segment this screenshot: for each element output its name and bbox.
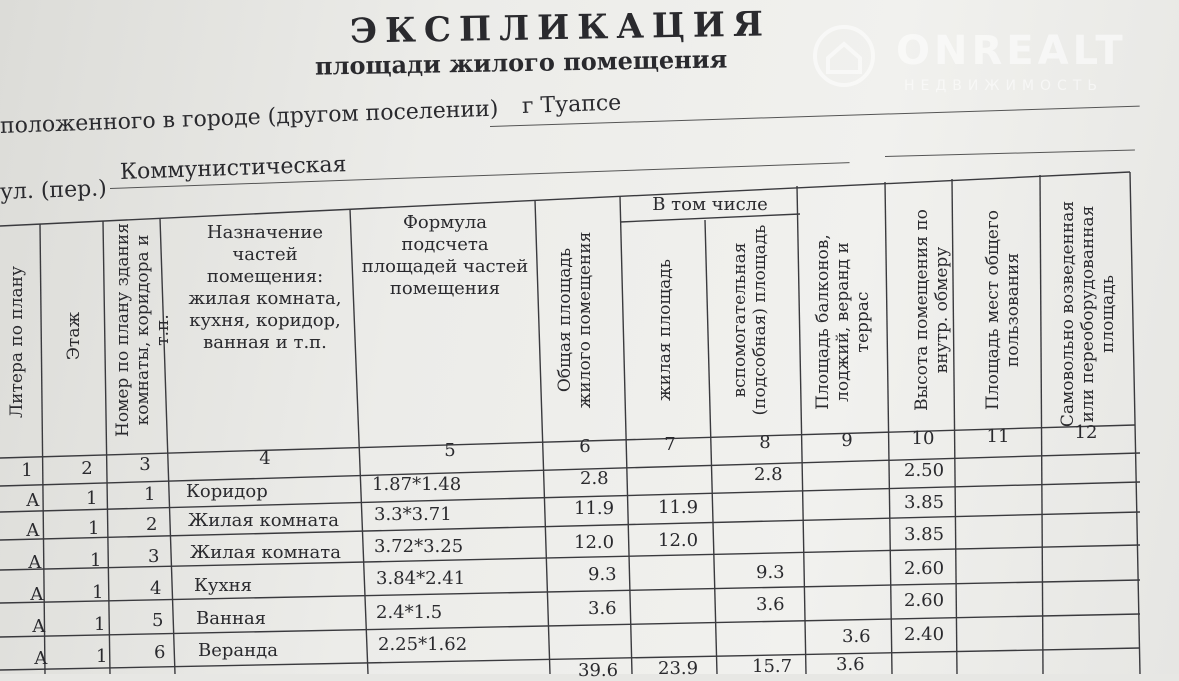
- cell-formula: 3.84*2.41: [376, 568, 466, 589]
- column-number: 8: [759, 432, 771, 453]
- cell-balcony-area: 3.6: [842, 626, 871, 647]
- location-label: положенного в городе (другом поселении): [0, 96, 499, 139]
- cell-floor: 1: [96, 646, 108, 667]
- document-subtitle: площади жилого помещения: [314, 44, 728, 81]
- header-common-area: Площадь мест общего пользования: [983, 210, 1023, 411]
- header-including: В том числе: [652, 194, 768, 215]
- cell-room-name: Кухня: [194, 575, 253, 596]
- cell-room-number: 5: [152, 610, 164, 631]
- cell-height: 3.85: [904, 492, 945, 513]
- column-number: 9: [841, 430, 853, 451]
- cell-room-name: Веранда: [198, 640, 278, 661]
- document-title: ЭКСПЛИКАЦИЯ: [349, 4, 772, 52]
- cell-room-name: Жилая комната: [190, 542, 341, 563]
- cell-floor: 1: [94, 614, 106, 635]
- cell-total-area: 11.9: [574, 498, 615, 519]
- column-number: 3: [139, 454, 151, 475]
- cell-room-name: Жилая комната: [188, 510, 339, 531]
- cell-formula: 3.72*3.25: [374, 536, 464, 557]
- cell-formula: 2.4*1.5: [376, 602, 443, 623]
- watermark-tagline: НЕДВИЖИМОСТЬ: [904, 78, 1103, 94]
- watermark-brand: ONREALT: [896, 28, 1127, 74]
- header-formula: Формула подсчета площадей частей помещения: [361, 212, 529, 299]
- street-label: ул. (пер.): [0, 176, 108, 205]
- cell-litera: А: [34, 648, 48, 669]
- cell-litera: А: [26, 520, 40, 541]
- balcony-area-sum: 3.6: [836, 654, 865, 675]
- cell-room-number: 4: [150, 578, 162, 599]
- header-balcony-area: Площадь балконов, лоджий, веранд и террас: [813, 234, 873, 410]
- cell-formula: 2.25*1.62: [378, 634, 468, 655]
- column-number: 12: [1074, 422, 1098, 443]
- cell-living-area: 12.0: [658, 530, 699, 551]
- cell-height: 2.60: [904, 558, 945, 579]
- header-litera: Литера по плану: [7, 266, 27, 418]
- header-floor: Этаж: [64, 311, 84, 361]
- cell-litera: А: [26, 490, 40, 511]
- cell-floor: 1: [86, 488, 98, 509]
- cell-formula: 1.87*1.48: [372, 474, 462, 495]
- street-value: Коммунистическая: [119, 152, 347, 185]
- cell-total-area: 9.3: [588, 564, 617, 585]
- location-value: г Туапсе: [521, 90, 622, 119]
- cell-total-area: 3.6: [588, 598, 617, 619]
- column-number: 1: [21, 460, 33, 481]
- total-area-sum: 39.6: [578, 660, 619, 681]
- cell-room-name: Ванная: [196, 608, 267, 629]
- header-purpose: Назначение частей помещения: жилая комната, кухня, коридор, ванная и т.п.: [188, 222, 342, 353]
- header-aux-area: вспомогательная (подсобная) площадь: [730, 224, 770, 416]
- header-height: Высота помещения по внутр. обмеру: [912, 209, 952, 411]
- cell-room-number: 2: [146, 514, 158, 535]
- column-number: 11: [986, 426, 1010, 447]
- cell-litera: А: [28, 552, 42, 573]
- column-number: 2: [81, 458, 93, 479]
- cell-floor: 1: [90, 550, 102, 571]
- header-living-area: жилая площадь: [655, 258, 675, 402]
- header-room-number: Номер по плану здания комнаты, коридора и т.п.: [113, 223, 173, 437]
- cell-aux-area: 3.6: [756, 594, 785, 615]
- cell-height: 2.60: [904, 590, 945, 611]
- cell-total-area: 2.8: [580, 468, 609, 489]
- column-number: 5: [444, 440, 456, 461]
- cell-room-number: 3: [148, 546, 160, 567]
- column-number: 10: [911, 428, 935, 449]
- header-total-area: Общая площадь жилого помещения: [555, 231, 595, 409]
- living-area-sum: 23.9: [658, 658, 699, 679]
- cell-living-area: 11.9: [658, 497, 699, 518]
- column-number: 4: [259, 448, 271, 469]
- cell-floor: 1: [88, 518, 100, 539]
- cell-height: 3.85: [904, 524, 945, 545]
- cell-aux-area: 2.8: [754, 464, 783, 485]
- cell-total-area: 12.0: [574, 532, 615, 553]
- column-number: 6: [579, 436, 591, 457]
- aux-area-sum: 15.7: [752, 656, 793, 677]
- cell-height: 2.50: [904, 460, 945, 481]
- cell-litera: А: [32, 616, 46, 637]
- column-number: 7: [664, 434, 676, 455]
- cell-aux-area: 9.3: [756, 562, 785, 583]
- cell-litera: А: [30, 584, 44, 605]
- cell-height: 2.40: [904, 624, 945, 645]
- cell-formula: 3.3*3.71: [374, 504, 452, 525]
- cell-room-name: Коридор: [186, 481, 268, 502]
- cell-floor: 1: [92, 582, 104, 603]
- header-unauthorized-area: Самовольно возведенная или переоборудованная площадь: [1058, 200, 1118, 428]
- cell-room-number: 1: [144, 484, 156, 505]
- cell-room-number: 6: [154, 642, 166, 663]
